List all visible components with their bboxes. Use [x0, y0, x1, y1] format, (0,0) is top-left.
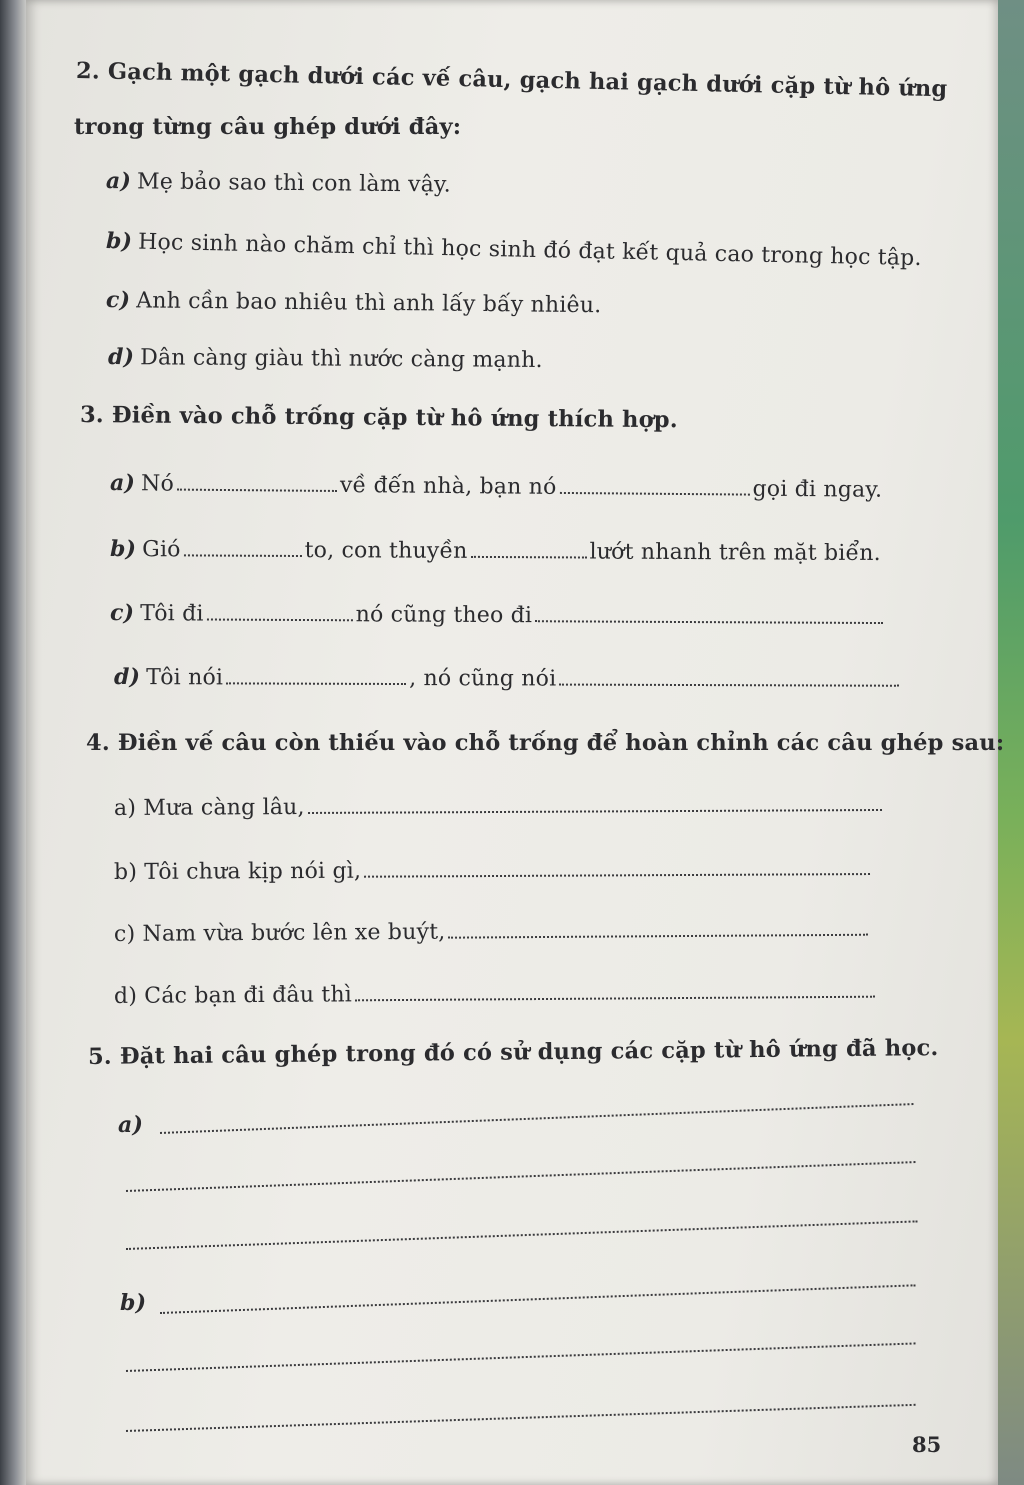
q5-label-b-text: b) [120, 1290, 147, 1316]
q2-item-b-label: b) [105, 228, 133, 255]
q4-item-c [114, 917, 872, 947]
q3-item-b-part2: to, con thuyền [304, 538, 468, 564]
q3-item-c-part1: Tôi đi [140, 601, 204, 627]
q5-b-answer-line-2[interactable] [126, 1342, 916, 1372]
q3-item-d [114, 664, 902, 693]
q4-item-d-text: d) Các bạn đi đâu thì [113, 982, 353, 1009]
q2-item-c-label: c) [105, 287, 131, 314]
q2-item-b-text: Học sinh nào chăm chỉ thì học sinh đó đạt kết quả cao trong học tập. [137, 229, 922, 272]
q4-item-b-blank[interactable] [364, 872, 870, 878]
q3-item-d-blank2[interactable] [559, 683, 899, 687]
q3-item-c-label: c) [109, 600, 135, 627]
q5-b-answer-line-3[interactable] [126, 1404, 916, 1432]
q3-heading: 3. Điền vào chỗ trống cặp từ hô ứng thích hợp. [79, 402, 678, 434]
q2-item-d-text: Dân càng giàu thì nước càng mạnh. [140, 345, 543, 374]
q4-item-c-blank[interactable] [448, 933, 868, 939]
q4-item-a-text: a) Mưa càng lâu, [113, 795, 305, 821]
q3-item-d-part1: Tôi nói [146, 665, 224, 691]
q2-heading-line2: trong từng câu ghép dưới đây: [74, 114, 462, 140]
q3-item-b-label: b) [109, 536, 137, 563]
q3-item-c [110, 600, 886, 630]
q5-label-b [120, 1290, 152, 1316]
q2-item-d [108, 344, 543, 373]
q4-item-d-blank[interactable] [355, 995, 875, 1002]
book-binding-edge [0, 0, 26, 1485]
workbook-page [26, 0, 1005, 1485]
q5-heading: 5. Đặt hai câu ghép trong đó có sử dụng các cặp từ hô ứng đã học. [87, 1035, 939, 1070]
q2-item-c-text: Anh cần bao nhiêu thì anh lấy bấy nhiêu. [136, 288, 602, 319]
q2-item-d-label: d) [107, 344, 135, 371]
q3-item-b-part1: Gió [142, 537, 181, 563]
q3-item-a-blank1[interactable] [177, 488, 337, 492]
q3-item-b-blank1[interactable] [184, 553, 302, 557]
q3-item-a-part2: về đến nhà, bạn nó [339, 473, 557, 500]
page-number: 85 [912, 1432, 942, 1457]
q3-item-a-label: a) [109, 470, 136, 497]
q5-a-answer-line-3[interactable] [126, 1220, 918, 1250]
q3-item-b [110, 536, 881, 566]
q3-item-c-blank1[interactable] [207, 618, 353, 622]
q4-heading: 4. Điền vế câu còn thiếu vào chỗ trống để hoàn chỉnh các câu ghép sau: [86, 730, 1005, 756]
q3-item-d-blank1[interactable] [226, 681, 406, 685]
q3-item-a-part1: Nó [140, 471, 175, 497]
q3-item-d-label: d) [113, 664, 141, 691]
q4-item-c-text: c) Nam vừa bước lên xe buýt, [113, 919, 446, 947]
q4-item-a [114, 792, 885, 821]
q3-item-b-part3: lướt nhanh trên mặt biển. [589, 539, 881, 567]
q2-item-a-text: Mẹ bảo sao thì con làm vậy. [136, 169, 452, 198]
q5-label-a [118, 1112, 149, 1138]
q2-item-a-label: a) [105, 168, 132, 195]
q2-heading-line1: 2. Gạch một gạch dưới các vế câu, gạch hai gạch dưới cặp từ hô ứng [75, 58, 948, 103]
q2-item-b [106, 228, 922, 271]
q3-item-a-part3: gọi đi ngay. [752, 476, 883, 503]
q4-item-b [114, 856, 873, 885]
q5-a-answer-line-1[interactable] [160, 1103, 914, 1134]
q3-item-c-part2: nó cũng theo đi [355, 602, 533, 629]
q2-item-c [106, 287, 602, 318]
q3-item-d-part2: , nó cũng nói [409, 666, 557, 692]
q3-item-a [110, 470, 882, 503]
q4-item-b-text: b) Tôi chưa kịp nói gì, [113, 858, 362, 885]
q3-item-a-blank2[interactable] [559, 491, 749, 496]
q5-label-a-text: a) [118, 1112, 144, 1138]
q4-item-a-blank[interactable] [308, 808, 882, 814]
q5-b-answer-line-1[interactable] [160, 1284, 916, 1314]
q2-item-a [106, 168, 451, 198]
q5-a-answer-line-2[interactable] [126, 1161, 916, 1192]
q3-item-b-blank2[interactable] [471, 555, 587, 559]
q4-item-d [114, 979, 878, 1009]
q3-item-c-blank2[interactable] [535, 619, 883, 624]
